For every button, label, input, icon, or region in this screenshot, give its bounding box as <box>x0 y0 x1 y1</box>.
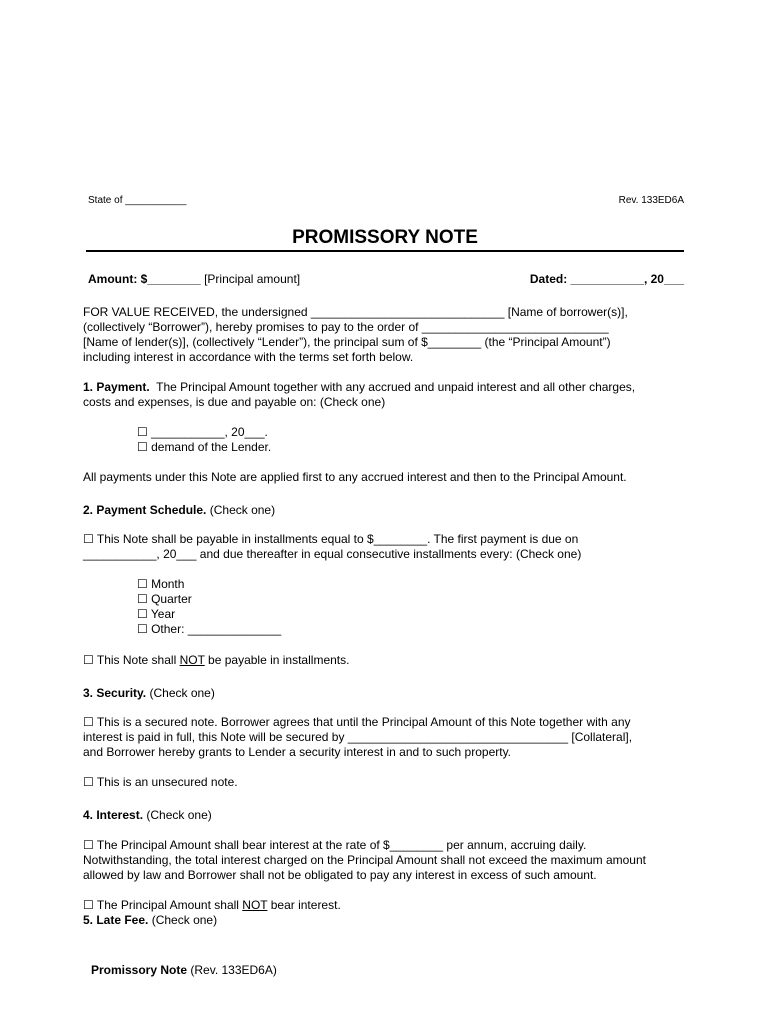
check-one-label: (Check one) <box>151 913 218 927</box>
security-unsecured[interactable] <box>83 775 693 790</box>
payment-section <box>83 380 693 410</box>
interest-rate <box>83 838 693 883</box>
amount-label: Amount: $________ <box>88 272 201 286</box>
section-heading: 2. Payment Schedule. <box>83 503 207 517</box>
security-secured <box>83 715 693 760</box>
checkbox-option[interactable]: ☐ This is an unsecured note. <box>83 775 238 789</box>
interest-none <box>83 898 693 928</box>
interest-text: allowed by law and Borrower shall not be obligated to pay any interest in excess of such amount. <box>83 868 597 882</box>
payment-note <box>83 470 693 485</box>
checkbox-option[interactable]: ☐ This Note shall be payable in installments equal to $________. The first payment is due on <box>83 532 579 546</box>
checkbox-option[interactable]: ☐ Other: ______________ <box>137 622 282 636</box>
checkbox-option[interactable]: ☐ The Principal Amount shall bear interest at the rate of $________ per annum, accruing daily. <box>83 838 587 852</box>
state-field: State of ___________ <box>88 195 187 206</box>
intro-line: [Name of lender(s)], (collectively “Lender”), the principal sum of $________ (the “Principal Amount”) <box>83 335 611 349</box>
schedule-installments <box>83 532 693 562</box>
option-text: ☐ This Note shall <box>83 653 180 667</box>
option-text: ☐ The Principal Amount shall <box>83 898 243 912</box>
intro-paragraph <box>83 305 693 365</box>
schedule-no-installments[interactable] <box>83 653 693 668</box>
schedule-options <box>137 577 281 637</box>
intro-line: including interest in accordance with the terms set forth below. <box>83 350 414 364</box>
intro-line: (collectively “Borrower”), hereby promises to pay to the order of ____________________________ <box>83 320 609 334</box>
security-text: and Borrower hereby grants to Lender a security interest in and to such property. <box>83 745 512 759</box>
option-text: bear interest. <box>267 898 341 912</box>
checkbox-option[interactable]: ☐ demand of the Lender. <box>137 440 272 454</box>
checkbox-option[interactable]: ☐ ___________, 20___. <box>137 425 268 439</box>
section-heading: 1. Payment. <box>83 380 150 394</box>
payment-note-text: All payments under this Note are applied first to any accrued interest and then to the Principal Amount. <box>83 470 627 484</box>
checkbox-option[interactable]: ☐ Year <box>137 607 176 621</box>
dated-field: Dated: ___________, 20___ <box>529 272 684 286</box>
payment-options <box>137 425 271 455</box>
checkbox-option[interactable] <box>83 898 693 913</box>
not-emphasis: NOT <box>179 653 205 667</box>
amount-field <box>88 272 300 287</box>
security-heading-row <box>83 686 693 701</box>
section-heading: 5. Late Fee. <box>83 913 149 927</box>
amount-hint: [Principal amount] <box>204 272 301 286</box>
checkbox-option[interactable]: ☐ Month <box>137 577 185 591</box>
checkbox-option[interactable]: ☐ Quarter <box>137 592 192 606</box>
section-heading: 4. Interest. <box>83 808 144 822</box>
payment-text: The Principal Amount together with any accrued and unpaid interest and all other charges, <box>156 380 636 394</box>
check-one-label: (Check one) <box>209 503 276 517</box>
checkbox-option[interactable]: ☐ This is a secured note. Borrower agrees that until the Principal Amount of this Note together with any <box>83 715 631 729</box>
check-one-label: (Check one) <box>149 686 215 700</box>
section-heading: 3. Security. <box>83 686 147 700</box>
page-footer <box>91 963 277 978</box>
footer-title: Promissory Note <box>91 963 188 977</box>
intro-line: FOR VALUE RECEIVED, the undersigned _____________________________ [Name of borrower(s)], <box>83 305 628 319</box>
check-one-label: (Check one) <box>146 808 212 822</box>
interest-heading-row <box>83 808 693 823</box>
footer-rev: (Rev. 133ED6A) <box>190 963 277 977</box>
schedule-text: ___________, 20___ and due thereafter in equal consecutive installments every: (Check one) <box>83 547 582 561</box>
title-divider <box>86 250 684 252</box>
payment-text: costs and expenses, is due and payable on: (Check one) <box>83 395 386 409</box>
schedule-heading-row <box>83 503 693 518</box>
document-title: PROMISSORY NOTE <box>292 227 478 248</box>
option-text: be payable in installments. <box>204 653 350 667</box>
interest-text: Notwithstanding, the total interest charged on the Principal Amount shall not exceed the maximum amount <box>83 853 646 867</box>
not-emphasis: NOT <box>242 898 268 912</box>
revision-label: Rev. 133ED6A <box>618 195 684 206</box>
security-text: interest is paid in full, this Note will be secured by _________________________________ [Collateral], <box>83 730 633 744</box>
